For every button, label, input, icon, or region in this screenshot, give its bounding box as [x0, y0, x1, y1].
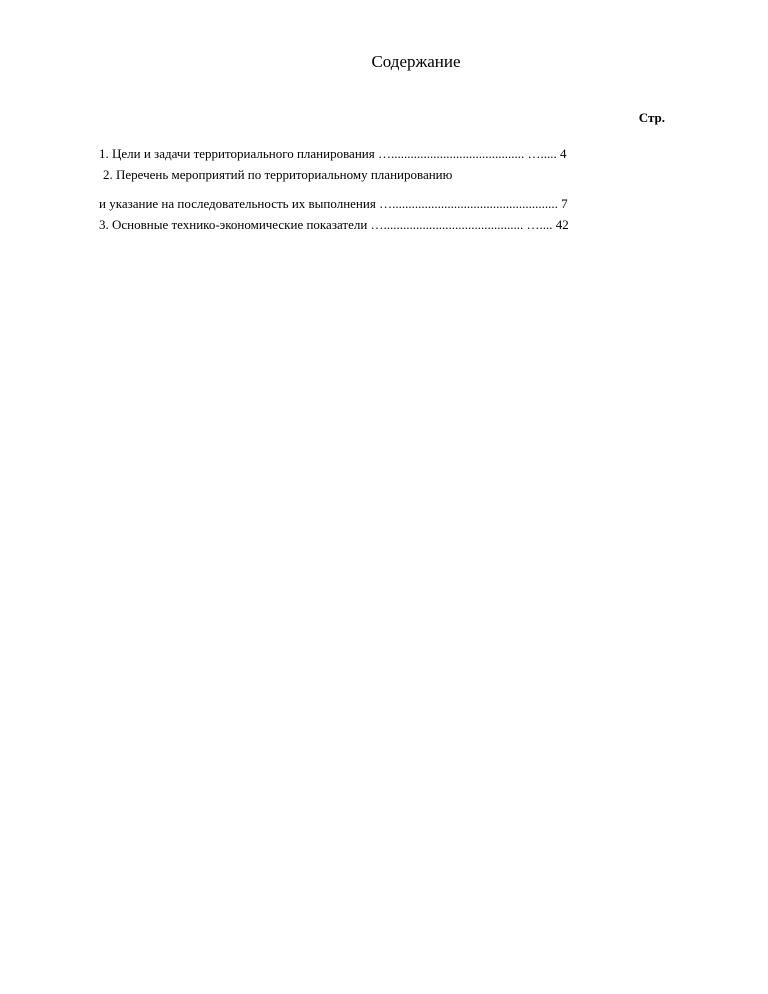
toc-entry-page: 4: [559, 146, 567, 161]
toc-entry-leader: …...................................................: [379, 196, 562, 211]
toc-entry-leader: …......................................... ….....: [377, 146, 560, 161]
toc-entry-indicators: [99, 217, 569, 233]
toc-entry-goals: [99, 146, 566, 162]
toc-entry-text: 1. Цели и задачи территориального планирования: [99, 146, 375, 161]
toc-entry-page: 7: [561, 196, 568, 211]
toc-entry-text: 3. Основные технико-экономические показатели: [99, 217, 368, 232]
page-column-header: Стр.: [638, 110, 665, 125]
toc-entry-measures-line2: [99, 196, 568, 212]
document-title: Содержание: [371, 52, 461, 71]
toc-entry-text: 2. Перечень мероприятий по территориальному планированию: [103, 167, 453, 182]
toc-entry-measures-line1: [103, 167, 452, 183]
toc-entry-leader: …........................................... …....: [370, 217, 556, 232]
toc-entry-text: и указание на последовательность их выполнения: [99, 196, 376, 211]
toc-entry-page: 42: [555, 217, 569, 232]
